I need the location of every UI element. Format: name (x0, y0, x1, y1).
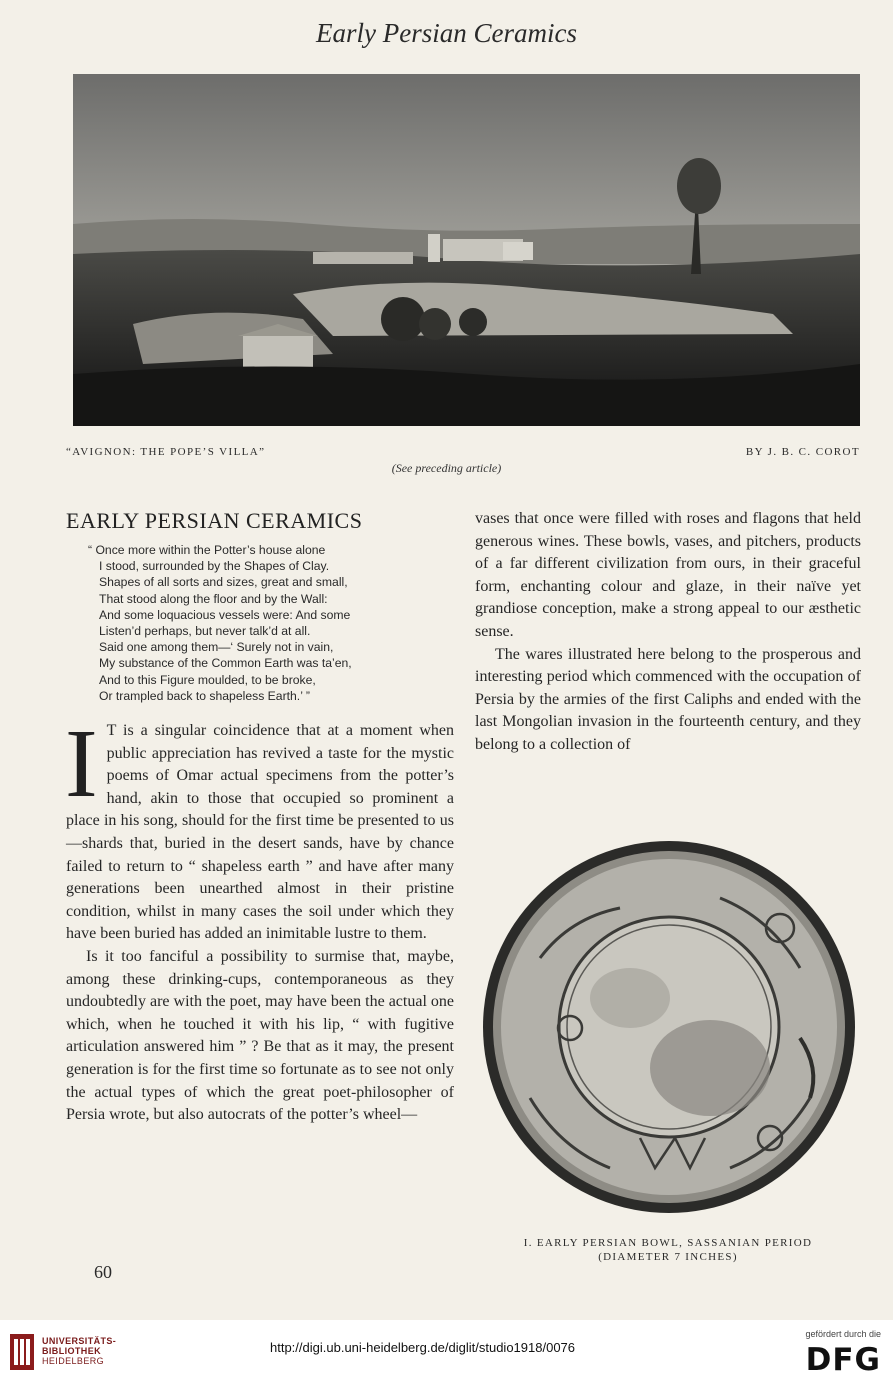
painting-illustration (73, 74, 860, 426)
digitization-footer (0, 1320, 893, 1384)
paragraph-1-text: T is a singular coincidence that at a moment when public appreciation has revived a taste for the mystic poems of Omar actual specimens from the potter’s hand, akin to those that occupied so prominent a place in his song, should for the first time be presented to us—shards that, buried in the desert sands, have by chance failed to return to “ shapeless earth ” and have after many generations been unearthed almost in their pristine condition, whilst in many cases the soil under which they have been buried has added an inimitable lustre to them. (66, 722, 454, 943)
running-title: Early Persian Ceramics (316, 18, 577, 48)
poem-line: Listen’d perhaps, but never talk’d at all. (99, 624, 311, 639)
library-name-line: UNIVERSITÄTS- (42, 1336, 117, 1346)
poem-line: Shapes of all sorts and sizes, great and small, (99, 575, 348, 590)
poem-line: I stood, surrounded by the Shapes of Clay. (99, 559, 330, 574)
persian-bowl-photo (480, 838, 858, 1216)
poem-line: “ Once more within the Potter’s house alone (88, 543, 326, 557)
epigraph-poem (88, 542, 454, 704)
right-column (475, 508, 861, 757)
painting-caption-title: “AVIGNON: THE POPE’S VILLA” (66, 446, 266, 458)
article-title: EARLY PERSIAN CERAMICS (66, 508, 363, 533)
painting-caption-note: (See preceding article) (391, 461, 502, 475)
painting-avignon (73, 74, 860, 426)
paragraph-2: Is it too fanciful a possibility to surmise that, maybe, among these drinking-cups, contemporaneous as they undoubtedly are with the poet, may have been the actual one which, when he touched it with his lip, “ with fugitive articulation answered him ” ? Be that as it may, the present generation is for the first time so fortunate as to see not only the actual types of which the great poet-philosopher of Persia wrote, but also autocrats of the potter’s wheel— (66, 947, 454, 1124)
paragraph-3: vases that once were filled with roses and flagons that held generous wines. These bowls, vases, and pitchers, products of a far different civilization from ours, in their graceful form, enchanting colour and glaze, in their naïve yet grandiose conception, make a strong appeal to our æsthetic sense. (475, 510, 861, 640)
painting-caption-artist: BY J. B. C. COROT (745, 446, 860, 458)
bowl-caption-line-1: I. EARLY PERSIAN BOWL, SASSANIAN PERIOD (523, 1237, 813, 1249)
permalink[interactable]: http://digi.ub.uni-heidelberg.de/diglit/studio1918/0076 (270, 1340, 576, 1355)
page-number: 60 (94, 1262, 112, 1282)
poem-line: Or trampled back to shapeless Earth.’ ” (99, 688, 310, 703)
left-column (66, 508, 454, 1127)
library-name-line: HEIDELBERG (42, 1356, 105, 1366)
poem-line: Said one among them—‘ Surely not in vain, (99, 640, 334, 655)
poem-line: My substance of the Common Earth was ta’en, (99, 656, 352, 671)
poem-line: That stood along the floor and by the Wall: (99, 591, 328, 606)
funded-by-label: gefördert durch die (805, 1329, 881, 1339)
university-library-logo (10, 1334, 34, 1370)
bowl-caption-line-2: (DIAMETER 7 INCHES) (598, 1251, 738, 1263)
library-name-line: BIBLIOTHEK (42, 1346, 101, 1356)
poem-line: And some loquacious vessels were: And some (99, 607, 351, 622)
library-name (42, 1336, 116, 1366)
paragraph-4: The wares illustrated here belong to the prosperous and interesting period which commenced with the occupation of Persia by the armies of the first Caliphs and ended with the last Mongolian invasion in the fourteenth century, and they belong to a collection of (475, 645, 861, 753)
poem-line: And to this Figure moulded, to be broke, (99, 672, 316, 687)
drop-cap: I (65, 710, 98, 819)
bowl-illustration (480, 838, 858, 1216)
paragraph-1 (65, 710, 454, 946)
dfg-logo: DFG (805, 1342, 881, 1378)
bowl-caption (475, 1236, 861, 1264)
